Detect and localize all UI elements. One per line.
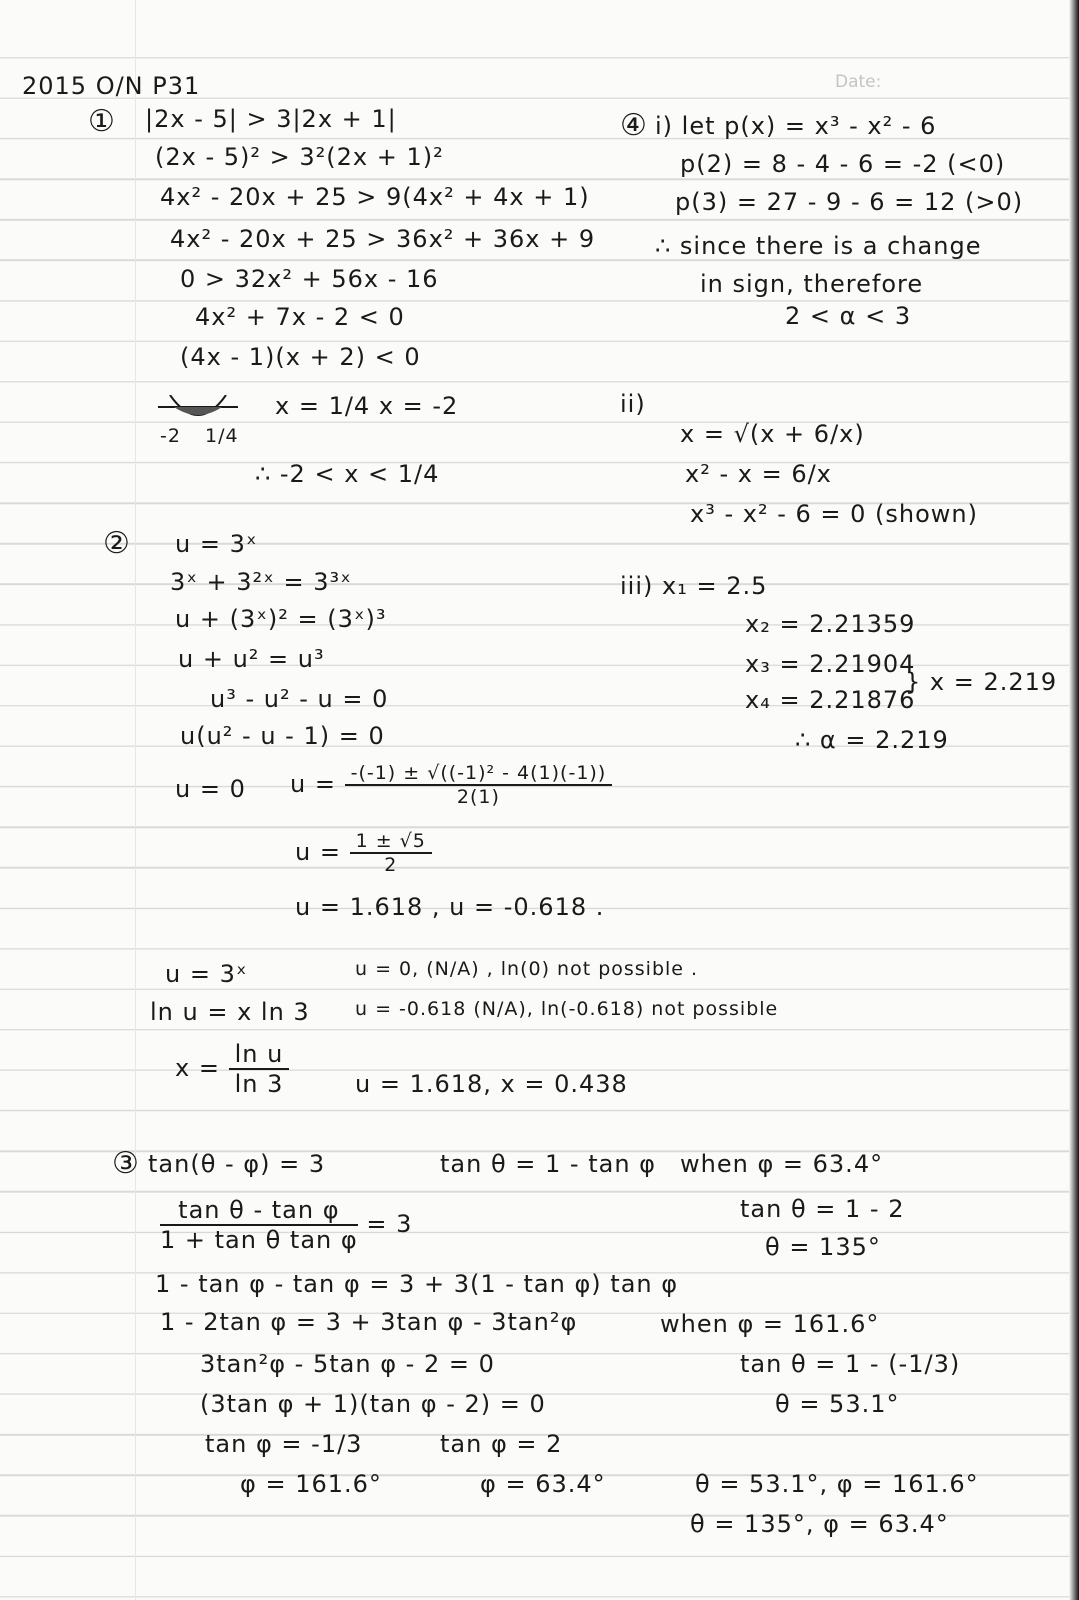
question-number-1: ①	[88, 104, 116, 139]
lhs: x =	[175, 1054, 220, 1082]
q3-case: when φ = 161.6°	[660, 1310, 880, 1338]
q2-line: u = 1.618 , u = -0.618 .	[295, 893, 605, 921]
q3-line: 1 - 2tan φ = 3 + 3tan φ - 3tan²φ	[160, 1308, 578, 1336]
q2-line: u = 3ˣ	[175, 530, 258, 558]
question-number-4: ④	[620, 108, 648, 143]
q3-case: tan θ = 1 - 2	[740, 1195, 905, 1223]
sketch-label: -2	[160, 425, 181, 447]
q1-line: 4x² - 20x + 25 > 36x² + 36x + 9	[170, 225, 596, 253]
q1-line: 0 > 32x² + 56x - 16	[180, 265, 439, 293]
q3-line: φ = 63.4°	[480, 1470, 606, 1498]
q1-line: (2x - 5)² > 3²(2x + 1)²	[155, 143, 444, 171]
q3-case: θ = 53.1°	[775, 1390, 900, 1418]
page-edge-shadow	[1069, 0, 1079, 1600]
q4-part-label: ii)	[620, 390, 646, 418]
q2-line: u³ - u² - u = 0	[210, 685, 389, 713]
q3-fraction	[160, 1196, 412, 1254]
q3-line: tan θ = 1 - tan φ	[440, 1150, 656, 1178]
q1-line: x = 1/4 x = -2	[275, 392, 459, 420]
q3-answer: θ = 135°, φ = 63.4°	[690, 1510, 949, 1538]
denominator: 2	[384, 854, 398, 876]
q1-line: (4x - 1)(x + 2) < 0	[180, 343, 421, 371]
q1-answer: ∴ -2 < x < 1/4	[255, 460, 440, 488]
q2-line: ln u = x ln 3	[150, 998, 310, 1026]
numerator: tan θ - tan φ	[160, 1196, 358, 1226]
date-label: Date:	[835, 72, 882, 92]
q4-line: 2 < α < 3	[785, 302, 912, 330]
q4-line: x₃ = 2.21904	[745, 650, 916, 678]
q4-line: p(2) = 8 - 4 - 6 = -2 (<0)	[680, 150, 1006, 178]
sketch-label: 1/4	[205, 425, 239, 447]
q3-line: φ = 161.6°	[240, 1470, 382, 1498]
numerator: 1 ± √5	[350, 830, 432, 854]
q4-line: iii) x₁ = 2.5	[620, 572, 768, 600]
q4-line: ∴ since there is a change	[655, 232, 982, 260]
q3-answer: θ = 53.1°, φ = 161.6°	[695, 1470, 979, 1498]
q3-line: 1 - tan φ - tan φ = 3 + 3(1 - tan φ) tan φ	[155, 1270, 679, 1298]
q3-line: 3tan²φ - 5tan φ - 2 = 0	[200, 1350, 495, 1378]
quadratic-formula	[290, 762, 612, 808]
q3-line: (3tan φ + 1)(tan φ - 2) = 0	[200, 1390, 546, 1418]
denominator: 1 + tan θ tan φ	[160, 1226, 358, 1254]
q4-line: x = √(x + 6/x)	[680, 420, 865, 448]
simplified-formula	[295, 830, 432, 876]
numerator: -(-1) ± √((-1)² - 4(1)(-1))	[345, 762, 613, 786]
q4-line: i) let p(x) = x³ - x² - 6	[655, 112, 937, 140]
q1-line: 4x² - 20x + 25 > 9(4x² + 4x + 1)	[160, 183, 590, 211]
q2-line: u = 0, (N/A) , ln(0) not possible .	[355, 958, 699, 980]
denominator: ln 3	[234, 1070, 284, 1098]
q2-line: u = 0	[175, 775, 246, 803]
q4-answer: ∴ α = 2.219	[795, 726, 949, 754]
notebook-margin-line	[135, 0, 136, 1600]
q2-line: u = 3ˣ	[165, 960, 248, 988]
q4-line: x₄ = 2.21876	[745, 686, 916, 714]
q4-line: } x = 2.219	[905, 668, 1058, 696]
q3-line: tan φ = -1/3	[205, 1430, 363, 1458]
q1-line: |2x - 5| > 3|2x + 1|	[145, 105, 397, 133]
q3-case: θ = 135°	[765, 1233, 881, 1261]
q4-line: p(3) = 27 - 9 - 6 = 12 (>0)	[675, 188, 1024, 216]
denominator: 2(1)	[456, 786, 500, 808]
q2-line: u = -0.618 (N/A), ln(-0.618) not possible	[355, 998, 779, 1020]
q3-case: tan θ = 1 - (-1/3)	[740, 1350, 961, 1378]
x-formula	[175, 1040, 289, 1098]
q2-line: 3ˣ + 3²ˣ = 3³ˣ	[170, 568, 352, 596]
rhs: = 3	[366, 1210, 413, 1238]
q2-line: u(u² - u - 1) = 0	[180, 722, 385, 750]
q4-line: x₂ = 2.21359	[745, 610, 916, 638]
lhs: u =	[290, 770, 336, 798]
q3-line: tan φ = 2	[440, 1430, 563, 1458]
q1-line: 4x² + 7x - 2 < 0	[195, 303, 405, 331]
page-heading: 2015 O/N P31	[22, 72, 201, 100]
q4-line: in sign, therefore	[700, 270, 924, 298]
lhs: u =	[295, 838, 341, 866]
q4-line: x² - x = 6/x	[685, 460, 832, 488]
q2-answer: u = 1.618, x = 0.438	[355, 1070, 628, 1098]
numerator: ln u	[229, 1040, 290, 1070]
q3-line: tan(θ - φ) = 3	[148, 1150, 326, 1178]
q2-line: u + (3ˣ)² = (3ˣ)³	[175, 605, 387, 633]
q4-line: x³ - x² - 6 = 0 (shown)	[690, 500, 978, 528]
q2-line: u + u² = u³	[178, 645, 325, 673]
q3-case: when φ = 63.4°	[680, 1150, 884, 1178]
number-line-sketch	[158, 395, 238, 425]
question-number-3: ③	[112, 1146, 140, 1181]
question-number-2: ②	[103, 526, 131, 561]
